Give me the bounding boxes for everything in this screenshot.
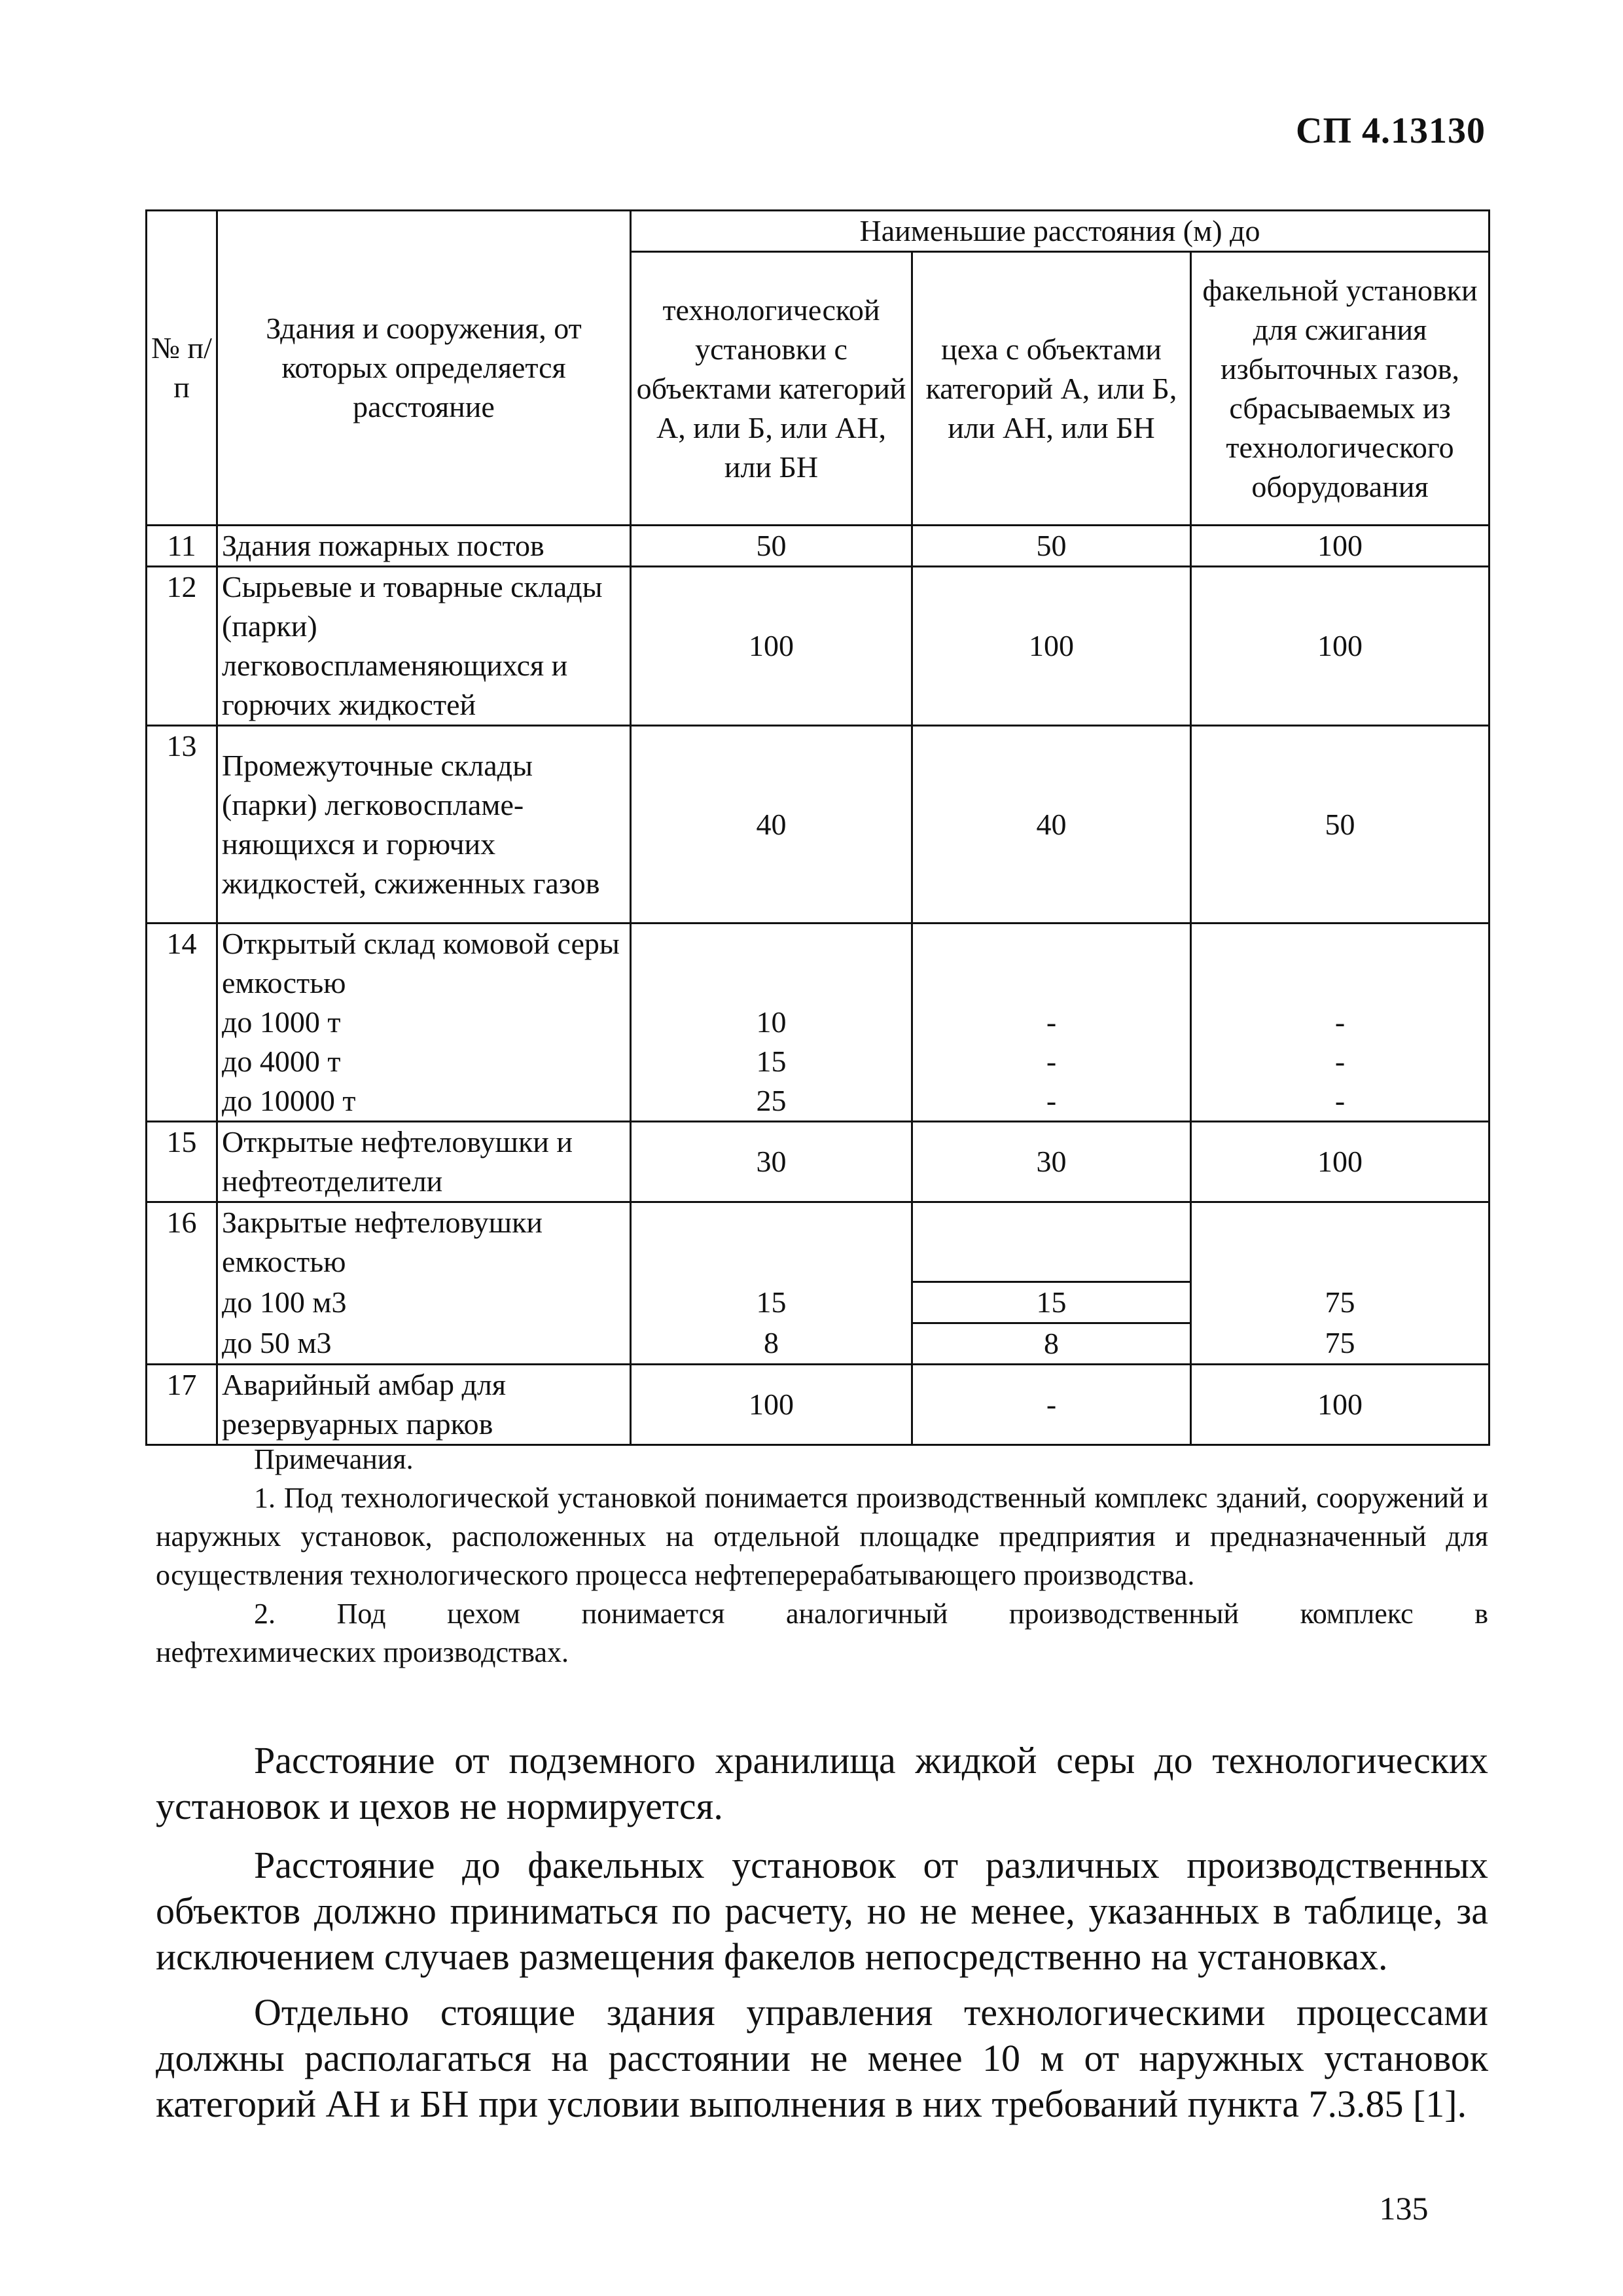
subrow-value-a: 25 <box>631 1081 912 1122</box>
subrow-value-c: 75 <box>1191 1282 1489 1323</box>
row-value-c: 100 <box>1191 526 1489 567</box>
paragraph-1: Расстояние от подземного хранилища жидкой серы до технологических установок и цехов не нормируется. <box>156 1739 1488 1827</box>
empty-cell <box>912 924 1191 1003</box>
row-value-c: 50 <box>1191 726 1489 924</box>
row-name: Промежуточные склады (парки) легковоспламе-няющихся и горючих жидкостей, сжиженных газов <box>217 726 631 924</box>
row-number: 11 <box>147 526 217 567</box>
row-value-b: 50 <box>912 526 1191 567</box>
table-subrow <box>147 1282 1489 1323</box>
row-number: 13 <box>147 726 217 924</box>
row-name: Открытый склад комовой серы емкостью <box>217 924 631 1003</box>
row-name: Открытые нефтеловушки и нефтеотделители <box>217 1122 631 1202</box>
row-value-b: 30 <box>912 1122 1191 1202</box>
subrow-value-a: 15 <box>631 1042 912 1081</box>
page-number: 135 <box>1379 2190 1429 2227</box>
row-value-c: 100 <box>1191 567 1489 726</box>
row-name: Закрытые нефтеловушки емкостью <box>217 1202 631 1282</box>
subrow-value-c: - <box>1191 1003 1489 1042</box>
note-2: 2. Под цехом понимается аналогичный производственный комплекс в <box>254 1598 1488 1630</box>
row-value-c: 100 <box>1191 1122 1489 1202</box>
subrow-name: до 100 м3 <box>217 1282 631 1323</box>
row-value-a: 100 <box>631 1364 912 1444</box>
table-row <box>147 924 1489 1003</box>
row-number: 16 <box>147 1202 217 1365</box>
empty-cell <box>1191 924 1489 1003</box>
row-number: 15 <box>147 1122 217 1202</box>
table-row <box>147 726 1489 924</box>
row-number: 12 <box>147 567 217 726</box>
subrow-value-a: 8 <box>631 1323 912 1364</box>
subrow-value-b: 15 <box>912 1282 1191 1323</box>
subrow-value-a: 15 <box>631 1282 912 1323</box>
note-2-continuation: нефтехимических производствах. <box>156 1636 569 1668</box>
table-subrow <box>147 1323 1489 1364</box>
row-value-a: 100 <box>631 567 912 726</box>
note-1: 1. Под технологической установкой понимается производственный комплекс зданий, сооружений и наружных установок, расположенных на отдельной площадке предприятия и предназначенный для осуществления технологического процесса нефтеперерабатывающего производства. <box>156 1482 1488 1591</box>
subrow-value-b: - <box>912 1003 1191 1042</box>
header-tech-unit: технологической установки с объектами категорий А, или Б, или АН, или БН <box>631 252 912 526</box>
row-value-c: 100 <box>1191 1364 1489 1444</box>
notes-title: Примечания. <box>254 1443 414 1475</box>
row-number: 14 <box>147 924 217 1122</box>
header-workshop: цеха с объектами категорий А, или Б, или АН, или БН <box>912 252 1191 526</box>
table-row <box>147 567 1489 726</box>
subrow-name: до 4000 т <box>217 1042 631 1081</box>
table-row <box>147 1202 1489 1282</box>
empty-cell <box>631 924 912 1003</box>
empty-cell <box>912 1202 1191 1282</box>
row-name: Аварийный амбар для резервуарных парков <box>217 1364 631 1444</box>
table-subrow <box>147 1003 1489 1042</box>
row-value-b: - <box>912 1364 1191 1444</box>
row-number: 17 <box>147 1364 217 1444</box>
distances-table <box>145 209 1490 1446</box>
subrow-value-a: 10 <box>631 1003 912 1042</box>
subrow-name: до 10000 т <box>217 1081 631 1122</box>
table-row <box>147 1122 1489 1202</box>
row-value-a: 50 <box>631 526 912 567</box>
subrow-value-b: - <box>912 1081 1191 1122</box>
table-subrow <box>147 1042 1489 1081</box>
table-row <box>147 526 1489 567</box>
row-name: Сырьевые и товарные склады (парки) легковоспламеняющихся и горючих жидкостей <box>217 567 631 726</box>
row-value-a: 40 <box>631 726 912 924</box>
subrow-value-b: - <box>912 1042 1191 1081</box>
subrow-value-b: 8 <box>912 1323 1191 1364</box>
table-header-row <box>147 211 1489 252</box>
table-notes <box>156 1440 1488 1672</box>
subrow-value-c: 75 <box>1191 1323 1489 1364</box>
subrow-value-c: - <box>1191 1081 1489 1122</box>
subrow-name: до 1000 т <box>217 1003 631 1042</box>
header-flare: факельной установки для сжигания избыточных газов, сбрасываемых из технологического оборудования <box>1191 252 1489 526</box>
subrow-name: до 50 м3 <box>217 1323 631 1364</box>
subrow-value-c: - <box>1191 1042 1489 1081</box>
paragraph-2: Расстояние до факельных установок от различных производственных объектов должно приниматься по расчету, но не менее, указанных в таблице, за исключением случаев размещения факелов непосредственно на установках. <box>156 1844 1488 1978</box>
table-subrow <box>147 1081 1489 1122</box>
row-value-b: 40 <box>912 726 1191 924</box>
header-building: Здания и сооружения, от которых определяется расстояние <box>217 211 631 526</box>
header-min-distances: Наименьшие расстояния (м) до <box>631 211 1489 252</box>
header-number: № п/п <box>147 211 217 526</box>
empty-cell <box>1191 1202 1489 1282</box>
document-code: СП 4.13130 <box>1296 111 1486 151</box>
row-value-a: 30 <box>631 1122 912 1202</box>
paragraph-3: Отдельно стоящие здания управления технологическими процессами должны располагаться на расстоянии не менее 10 м от наружных установок категорий АН и БН при условии выполнения в них требований пункта 7.3.85 [1]. <box>156 1991 1488 2125</box>
empty-cell <box>631 1202 912 1282</box>
row-value-b: 100 <box>912 567 1191 726</box>
table-row <box>147 1364 1489 1444</box>
row-name: Здания пожарных постов <box>217 526 631 567</box>
